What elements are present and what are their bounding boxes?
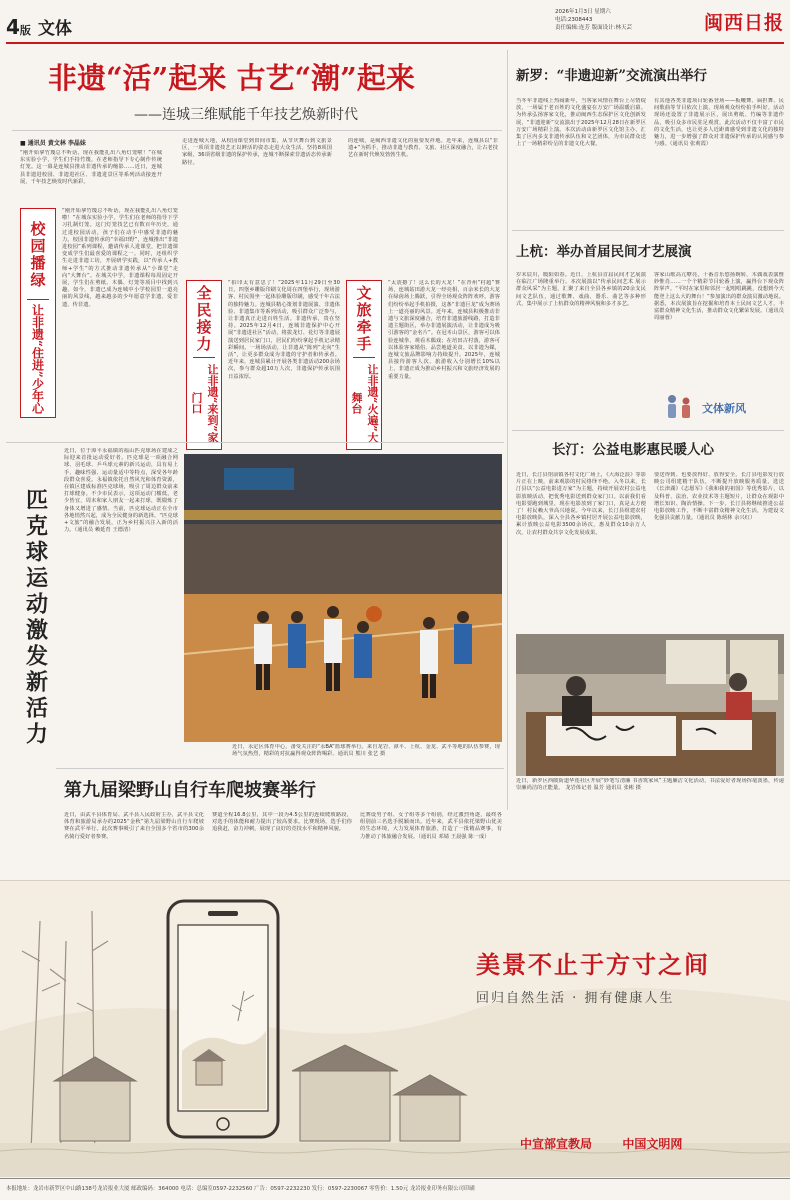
main-story-title: 非遗“活”起来 古艺“潮”起来 xyxy=(48,61,415,95)
cycling-title: 第九届梁野山自行车爬坡赛举行 xyxy=(64,780,316,801)
shanghang-text-right: 客家山歌高亢嘹亮，十番音乐悠扬婉转，木偶戏表演惟妙惟肖……一个个精彩节目轮番上演，赢得台下观众阵阵掌声。“平时在家里和邻居一起唱唱跳跳，没想到今天能登上这么大的舞台！”参加演出的群众演员激动地说。据悉，本次展演旨在挖掘和培育本土民间文艺人才，丰富群众精神文化生活，推动群众文化繁荣发展。（通讯员 周丽蓉） xyxy=(654,272,784,322)
box-tourism xyxy=(346,280,382,450)
box-community xyxy=(186,280,222,450)
column-divider xyxy=(507,50,508,810)
box-divider xyxy=(193,357,215,358)
page-number: 4 xyxy=(6,15,20,39)
box-tourism-subtitle: 让非遗“火遍”大舞台 xyxy=(350,363,379,443)
xinluo-story xyxy=(512,52,784,230)
shanghang-story xyxy=(512,232,784,428)
pickleball-headline-box xyxy=(14,486,58,750)
intro-col2: 走进连城大地，从校园课堂到田间市集，从节庆舞台到文旅景区，一项项非遗技艺正以鲜活的姿态走进大众生活。坚持8项国家级、36项省级非遗的保护传承，连城不断探索非遗活态传承新路径。 xyxy=(182,138,332,166)
ad-slogan: 回归自然生活 · 拥有健康人生 xyxy=(476,991,675,1006)
cycling-text-1: 近日，由武平县体育局、武平县人民政府主办，武平县文化体育和旅游局承办的2025“金秋”第九届梁野山自行车爬坡赛在武平举行。此次赛事吸引了来自全国多个省市的300余名骑行爱好者参赛。 xyxy=(64,812,204,840)
changting-story xyxy=(512,432,784,810)
box-community-text: “拍印太有意思了！”2025年11月29日至30日，四堡乡雕版印刷文化周在四堡举行，现场游客、村民围坐一起体验雕版印刷，感受千年古法的独特魅力。连城县精心策划非遗展演、非遗体验、非遗集市等系列活动，吸引群众广泛参与，让非遗真正走进百姓生活。非遗传承，贵在坚持。2025年12月4日，连城非遗保护中心开展“非遗进社区”活动，将拔龙灯、花灯等非遗展演送到居民家门口，居民们纷纷拿起手机记录精彩瞬间。一场场活动，让非遗从“陈列”走向“生活”，让更多群众成为非遗的守护者和传承者。近年来，连城县累计开展各类非遗活动200余场次，参与群众超10万人次，非遗保护传承氛围日益浓厚。 xyxy=(228,280,340,380)
box-tourism-title: 文旅牵手 xyxy=(354,285,373,353)
box-campus-title: 校园播绿 xyxy=(28,221,47,289)
xinluo-title: 新罗：“非遗迎新”交流演出举行 xyxy=(516,68,708,84)
changting-text-right: 要送得到、也要放得好、放得安全。长汀县电影发行放映公司组建精干队伍，不断提升放映服务质量，选送《长津湖》《志愿军》《我和我的祖国》等优秀影片，以及科普、法治、农业技术等主题短片，让群众在观影中增长知识、陶冶情操。下一步，长汀县将继续推进公益电影放映工作，不断丰富群众精神文化生活，为建设文化强县贡献力量。（通讯员 陈炳林 余兴红） xyxy=(654,472,784,522)
xinluo-text-right: 有其他各类非遗项目轮番登场——板鞭舞、扁担舞、民间歌曲等节目依次上演，现场观众纷纷拍手叫好。活动现场还设置了非遗展示区，展出剪纸、竹编等非遗作品，吸引众多市民驻足观赏。此次活动不仅丰富了市民的文化生活，也让更多人近距离感受到非遗文化的独特魅力，进一步增强了群众对非遗保护传承的认同感与参与感。（通讯员 张莉霞） xyxy=(654,98,784,148)
section-name: 文体 xyxy=(37,19,72,39)
shanghang-title: 上杭：举办首届民间才艺展演 xyxy=(516,244,692,260)
divider xyxy=(512,430,784,431)
divider xyxy=(6,442,504,443)
box-campus xyxy=(20,208,56,418)
box-divider xyxy=(27,299,49,300)
cycling-text-2: 赛道全程16.8公里，其中一段为4.5公里的连续爬坡路段，对选手的体能和耐力提出了较高要求。比赛现场，选手们你追我赶，奋力冲刺，展现了良好的竞技水平和精神风貌。 xyxy=(212,812,352,833)
divider xyxy=(56,768,504,769)
page-number-block xyxy=(6,14,72,39)
cycling-text-3: 比赛设男子组、女子组等多个组别，经过激烈角逐，最终各组别前三名选手脱颖而出。近年来，武平县依托梁野山优美的生态环境，大力发展体育旅游，打造了一批精品赛事，有力推动了体旅融合发展。（通讯员 邓婧 王晨强 陈一成） xyxy=(360,812,502,840)
basketball-caption: 近日，永定区体育中心，备受关注的“永BA”篮球赛举行。来自龙岩、漳平、上杭、金龙、武平等地的队伍参赛，现场气氛热烈，精彩的对抗赢得观众阵阵喝彩。通讯员 熊川 张艺 摄 xyxy=(232,744,500,758)
header-rule xyxy=(6,42,784,44)
masthead: 闽西日报 xyxy=(704,12,785,34)
byline: ■ 通讯员 黄文林 李晶妹 xyxy=(20,140,86,147)
box-community-subtitle: 让非遗“来到”家门口 xyxy=(190,363,219,443)
intro-text: “刚开始拿竹篾总不听话，现在我能扎出八角灯笼啦！”在城东实验小学，学生们手持竹篾，在老师指导下专心制作传统灯笼。这一幕是连城县推动非遗传承的缩影……近日，连城县非遗进校园、非遗进社区、非遗进景区等系列活动接连开展，千年技艺焕发时代新彩。 xyxy=(20,150,162,185)
ad-illustration xyxy=(0,881,790,1177)
header-editors: 责任编辑:连芳 版面设计:林天芸 xyxy=(555,25,632,31)
divider xyxy=(12,130,502,131)
main-story-subtitle: ——连城三维赋能千年技艺焕新时代 xyxy=(134,107,358,123)
basketball-photo xyxy=(184,454,502,742)
ad-sponsor-1: 中宣部宣教局 xyxy=(520,1137,593,1151)
footer-text: 本报地址：龙岩市新罗区中山路138号龙岩报业大厦 邮政编码：364000 电话：总编室0597-2232560 广告：0597-2232230 发行：0597-2230067 零售价：1.50元 龙岩报业印务有限公司印刷 xyxy=(6,1186,475,1192)
header-meta xyxy=(555,8,695,32)
footer-rule xyxy=(0,1178,790,1179)
shanghang-text-left: 岁末辰川，暖阳如春。近日，上杭县首届民间才艺展演在临江广场隆重举行。本次展演以“传承民间艺术 展示群众风采”为主题，汇聚了来自全县各乡镇的20余支民间文艺队伍，通过歌舞、戏曲、器乐、曲艺等多种形式，集中展示了上杭群众的精神风貌和多才多艺。 xyxy=(516,272,646,307)
changting-text-left: 近日，长汀县馆前镇各村文化广场上，《大海泛浪》等影片正在上映，前来观影的村民络绎不绝。入冬以来，长汀县以“公益电影进万家”为主题，持续开展农村公益电影放映活动，把优秀电影送到群众家门口。以前我们看电影要跑到城里，现在电影放到了家门口，真是太方便了！村民赖大爷高兴地说。今年以来，长汀县组建农村电影放映队，深入全县各乡镇村居开展公益电影放映，累计放映公益电影3500余场次，惠及群众10余万人次，让农村群众共享文化发展成果。 xyxy=(516,472,646,536)
culture-tag-text: 文体新风 xyxy=(702,402,746,415)
intro-col3: 的连城，是闽西非遗文化的重要发祥地。近年来，连城县以“非遗+”为抓手，推动非遗与教育、文旅、社区深度融合，让古老技艺在新时代焕发勃勃生机。 xyxy=(348,138,498,159)
divider xyxy=(512,230,784,231)
page-header xyxy=(0,0,790,46)
calligraphy-caption: 近日，新罗区西陂街道华莲社区开展“妙笔写清廉 书香筑家风”主题廉洁文化活动，书法爱好者现场挥毫泼墨，传递崇廉尚洁的正能量。 龙岩体记者 温芳 通讯员 张彬 摄 xyxy=(516,778,784,792)
xinluo-text-left: 当冬年非遗线上热闹新年，当客家风情在舞台上尽情绽放，一场属于老百姓的文化盛宴在万安广场温暖启幕。为传承弘扬客家文化，推动闽西生态保护区文化创新发展，“非遗迎新”交流演出于2025年12月28日在新罗区万安广场精彩上演。本次活动由新罗区文化馆主办，汇集了区内多支非遗传承队伍和文艺团体，为市民群众送上了一场精彩纷呈的非遗文化大餐。 xyxy=(516,98,646,148)
issue-date: 2026年1月3日 星期六 xyxy=(555,9,611,15)
calligraphy-scene xyxy=(516,634,784,776)
figures-illustration xyxy=(662,392,698,422)
ad-sponsors xyxy=(520,1135,682,1152)
public-service-ad xyxy=(0,880,790,1176)
box-campus-subtitle: 让非遗“住进”少年心 xyxy=(30,304,45,414)
main-story xyxy=(6,50,502,443)
ad-headline: 美景不止于方寸之间 xyxy=(476,950,710,979)
pickleball-text: 近日，位于漳平永福镇的福山匹克球场在建成之际迎来首批运动爱好者。匹克球是一项融合网球、羽毛球、乒乓球元素的新兴运动，具有易上手、趣味性强、运动量适中等特点，深受各年龄段群众喜爱。永福镇依托自然风光和体育资源，在镇区建成标准匹克球场，吸引了周边群众前来打球健身。不少市民表示，这项运动门槛低，老少皆宜，周末和家人朋友一起来打球，既锻炼了身体又增进了感情。当前，匹克球运动正在全市各地悄然兴起，成为全民健身的新选择。“匹克球+文旅”的融合发展，正为乡村振兴注入新的活力。（通讯员 赖延育 王德清） xyxy=(64,448,178,534)
header-phone: 电话:2308443 xyxy=(555,17,593,23)
box-community-title: 全民接力 xyxy=(194,285,213,353)
pickleball-title: 匹克球运动激发新活力 xyxy=(22,488,49,748)
culture-tag xyxy=(662,392,780,422)
basketball-scene xyxy=(184,454,502,742)
box-divider xyxy=(353,357,375,358)
calligraphy-photo xyxy=(516,634,784,776)
box-campus-text: “刚开始拿竹篾总不听话，现在我能扎出八角灯笼啦！”在城东实验小学，学生们在老师的指导下学习扎制灯笼。这门灯笼技艺已有数百年历史，通过进校园活动，孩子们在动手中感受非遗的魅力。校园非遗传承的“幸福田野”，连城推出“非遗进校园”系列课程，邀请传承人进课堂，把非遗课变成学生们最喜爱的课程之一。同时，还组织学生走进非遗工坊，开展研学实践，以“传承人+教师+学生”的方式推动非遗传承从“小课堂”走向“大舞台”。在城关中学，非遗课程每周固定开展，学生们在剪纸、木偶、灯笼等项目中找到兴趣。如今，非遗已成为连城中小学校园里一道亮丽的风景线，越来越多的少年愿意学非遗、爱非遗、传非遗。 xyxy=(62,208,178,308)
box-tourism-text: “太震撼了！这么长的大龙！”在青州“村超”赛场，连城姑田游大龙一经亮相，百余米长的大龙在绿茵场上腾跃，引得全场观众阵阵欢呼。游客们纷纷举起手机拍摄，这条“非遗巨龙”成为赛场上一道亮丽的风景。近年来，连城县积极推动非遗与文旅深度融合，培育非遗旅游线路，打造非遗主题街区，举办非遗展演活动，让非遗成为吸引游客的“金名片”。在冠豸山景区，游客可以体验连城拳、观看木偶戏；在培田古村落，游客可以体验客家婚俗、品尝地道美食。以非遗为媒，连城文旅品牌影响力持续提升。2025年，连城县接待游客人次、旅游收入分别增长10%以上，非遗正成为推动乡村振兴和文旅经济发展的重要力量。 xyxy=(388,280,500,380)
ad-sponsor-2: 中国文明网 xyxy=(622,1137,683,1151)
page-unit: 版 xyxy=(19,24,31,37)
changting-title: 长汀：公益电影惠民暖人心 xyxy=(552,442,714,458)
